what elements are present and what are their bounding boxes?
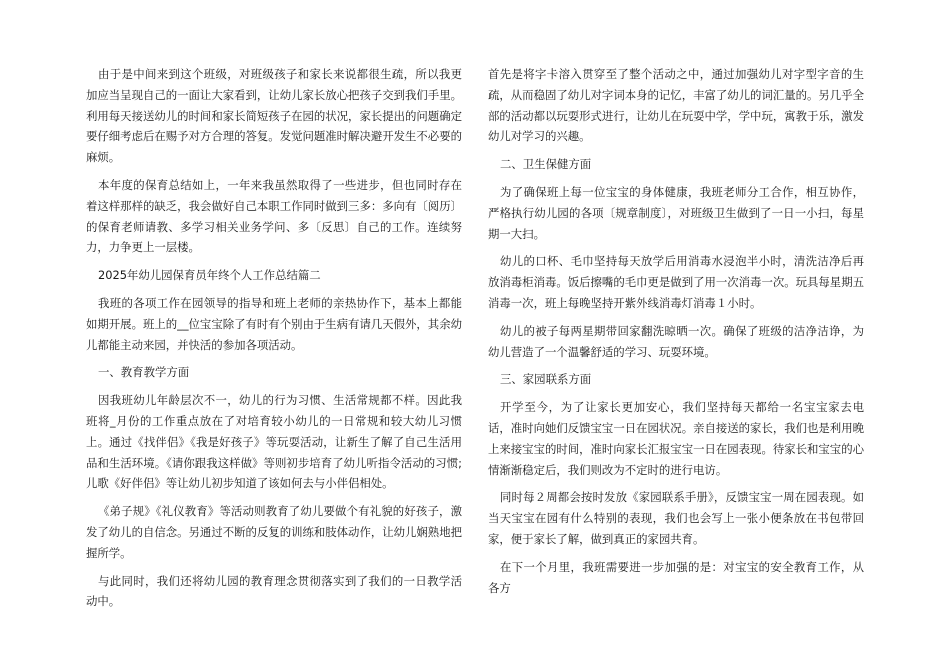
paragraph: 同时每２周都会按时发放《家园联系手册》，反馈宝宝一周在园表现。如当天宝宝在园有什么特别的表现，我们也会写上一张小便条放在书包带回家，便于家长了解，做到真正的家园共育。 [488,490,864,546]
left-column [86,64,462,619]
paragraph: 幼儿的被子每两星期带回家翻洗晾晒一次。确保了班级的洁净洁诤，为幼儿营造了一个温馨舒适的学习、玩耍环境。 [488,323,864,359]
section-title: 2025年幼儿园保育员年终个人工作总结篇二 [98,268,321,283]
section-heading: 一、教育教学方面 [98,365,190,380]
paragraph: 与此同时，我们还将幼儿园的教育理念贯彻落实到了我们的一日教学活动中。 [86,573,462,609]
paragraph: 为了确保班上每一位宝宝的身体健康，我班老师分工合作，相互协作，严格执行幼儿园的各项〔规章制度〕，对班级卫生做到了一日一小扫，每星期一大扫。 [488,184,864,241]
paragraph: 《弟子规》《礼仪教育》等活动则教育了幼儿要做个有礼貌的好孩子，激发了幼儿的自信念。另通过不断的反复的训练和肢体动作，让幼儿娴熟地把握所学。 [86,504,462,560]
right-column [488,64,864,605]
paragraph: 我班的各项工作在园领导的指导和班上老师的亲热协作下，基本上都能如期开展。班上的__位宝宝除了有时有个别由于生病有请几天假外，其余幼儿都能主动来园，并快活的参加各项活动。 [86,295,462,352]
paragraph: 幼儿的口杯、毛巾坚持每天放学后用消毒水浸泡半小时，清洗洁净后再放消毒柜消毒。饭后擦嘴的毛巾更是做到了用一次消毒一次。玩具每星期五消毒一次，班上每晚坚持开紫外线消毒灯消毒１小时。 [488,254,864,310]
paragraph: 本年度的保育总结如上，一年来我虽然取得了一些进步，但也同时存在着这样那样的缺乏，我会做好自己本职工作同时做到三多：多向有〔阅历〕的保育老师请教、多学习相关业务学问、多〔反思〕自己的工作。连续努力，力争更上一层楼。 [86,177,462,255]
paragraph: 在下一个月里，我班需要进一步加强的是：对宝宝的安全教育工作，从各方 [488,559,864,595]
paragraph: 由于是中间来到这个班级，对班级孩子和家长来说都很生疏，所以我更加应当呈现自己的一面让大家看到，让幼儿家长放心把孩子交到我们手里。利用每天接送幼儿的时间和家长简短孩子在园的状况，家长提出的问题确定要仔细考虑后在赐予对方合理的答复。发觉问题准时解决避开发生不必要的麻烦。 [86,67,462,165]
section-heading: 三、家园联系方面 [500,372,592,387]
paragraph: 因我班幼儿年龄层次不一，幼儿的行为习惯、生活常规都不样。因此我班将_月份的工作重点放在了对培育较小幼儿的一日常规和较大幼儿习惯上。通过《找伴侣》《我是好孩子》等玩耍活动，让新生了解了自己生活用品和生活环境。《请你跟我这样做》等则初步培育了幼儿听指令活动的习惯;儿歌《好伴侣》等让幼儿初步知道了该如何去与小伴侣相处。 [86,393,462,491]
paragraph: 首先是将字卡溶入贯穿至了整个活动之中，通过加强幼儿对字型字音的生疏，从而稳固了幼儿对字词本身的记忆，丰富了幼儿的词汇量的。另几乎全部的活动都以玩耍形式进行，让幼儿在玩耍中学，学中玩，寓教于乐，激发幼儿对学习的兴趣。 [488,67,864,144]
paragraph: 开学至今，为了让家长更加安心，我们坚持每天都给一名宝宝家去电话，准时向她们反馈宝宝一日在园状况。亲自接送的家长，我们也是利用晚上来接宝宝的时间，准时向家长汇报宝宝一日在园表现。待家长和宝宝的心情渐渐稳定后，我们则改为不定时的进行电访。 [488,400,864,477]
section-heading: 二、卫生保健方面 [500,157,592,172]
